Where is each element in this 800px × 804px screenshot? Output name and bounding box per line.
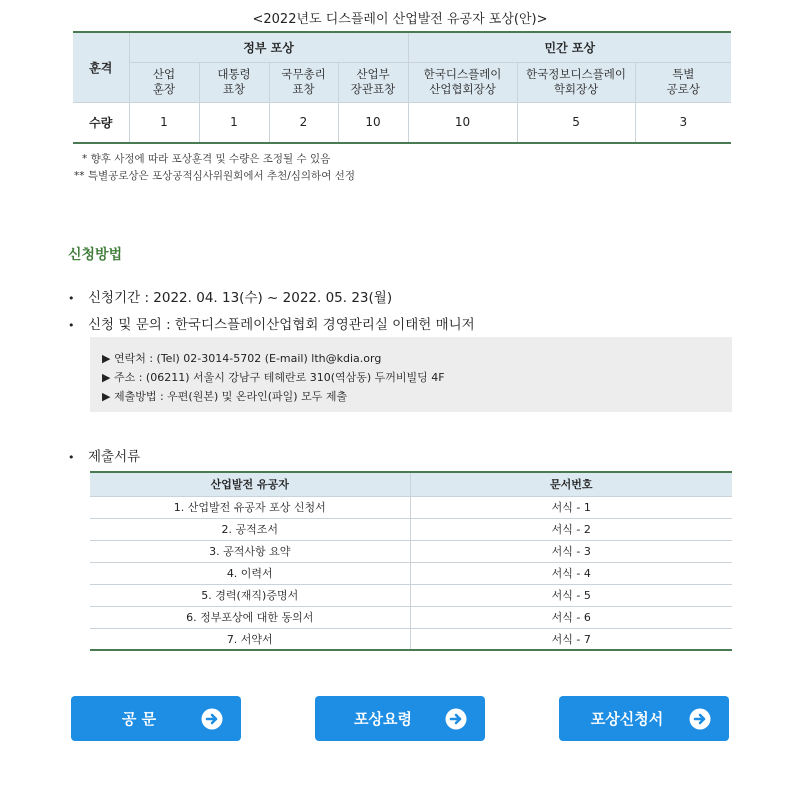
- bullet-documents: [68, 445, 140, 465]
- doc-number: 서식 - 7: [410, 628, 732, 650]
- footnote-1: * 향후 사정에 따라 포상훈격 및 수량은 조정될 수 있음: [82, 153, 331, 165]
- quantity-header: 수량: [73, 102, 129, 143]
- table-row: [90, 518, 732, 540]
- award-application-button[interactable]: [559, 696, 729, 741]
- bullet-text: 신청기간 : 2022. 04. 13(수) ~ 2022. 05. 23(월): [88, 290, 393, 306]
- award-col-2: 대통령 표창: [199, 62, 269, 102]
- bullet-dot-icon: •: [68, 319, 75, 332]
- doc-number: 서식 - 2: [410, 518, 732, 540]
- submission-method: ▶ 제출방법 : 우편(원본) 및 온라인(파일) 모두 제출: [102, 390, 348, 403]
- doc-name: 5. 경력(재직)증명서: [90, 584, 410, 606]
- award-col-5: 한국디스플레이 산업협회장상: [408, 62, 517, 102]
- contact-info-box: [90, 337, 732, 412]
- table-row: [90, 496, 732, 518]
- doc-name: 6. 정부포상에 대한 동의서: [90, 606, 410, 628]
- documents-table: [90, 471, 732, 651]
- doc-name: 4. 이력서: [90, 562, 410, 584]
- section-title: 신청방법: [68, 247, 123, 263]
- doc-number: 서식 - 3: [410, 540, 732, 562]
- award-col-4: 산업부 장관표창: [338, 62, 408, 102]
- table-row: [90, 584, 732, 606]
- footnotes: [74, 151, 355, 185]
- button-label: 포상신청서: [590, 710, 664, 728]
- quantity-cell: 3: [635, 102, 731, 143]
- quantity-cell: 10: [338, 102, 408, 143]
- docs-header-name: 산업발전 유공자: [90, 472, 410, 496]
- doc-number: 서식 - 6: [410, 606, 732, 628]
- official-letter-button[interactable]: [71, 696, 241, 741]
- awards-caption: <2022년도 디스플레이 산업발전 유공자 포상(안)>: [252, 12, 548, 27]
- private-award-group: 민간 포상: [408, 32, 731, 62]
- quantity-cell: 2: [269, 102, 338, 143]
- button-label: 공 문: [121, 710, 157, 728]
- doc-number: 서식 - 5: [410, 584, 732, 606]
- bullet-application-period: [68, 286, 392, 306]
- gov-award-group: 정부 포상: [129, 32, 408, 62]
- doc-name: 2. 공적조서: [90, 518, 410, 540]
- bullet-text: 제출서류: [88, 449, 141, 465]
- quantity-cell: 1: [129, 102, 199, 143]
- award-guidelines-button[interactable]: [315, 696, 485, 741]
- bullet-text: 신청 및 문의 : 한국디스플레이산업협회 경영관리실 이태헌 매니저: [88, 317, 475, 333]
- arrow-right-circle-icon: [201, 708, 223, 730]
- quantity-cell: 5: [517, 102, 635, 143]
- award-col-1: 산업 훈장: [129, 62, 199, 102]
- award-col-7: 특별 공로상: [635, 62, 731, 102]
- contact-address: ▶ 주소 : (06211) 서울시 강남구 테헤란로 310(역삼동) 두꺼비빌딩 4F: [102, 371, 445, 384]
- table-row: [90, 606, 732, 628]
- table-row: [90, 562, 732, 584]
- footnote-2: ** 특별공로상은 포상공적심사위원회에서 추천/심의하여 선정: [74, 170, 355, 182]
- doc-number: 서식 - 1: [410, 496, 732, 518]
- doc-name: 3. 공적사항 요약: [90, 540, 410, 562]
- doc-name: 1. 산업발전 유공자 포상 신청서: [90, 496, 410, 518]
- arrow-right-circle-icon: [689, 708, 711, 730]
- quantity-cell: 1: [199, 102, 269, 143]
- table-row: [90, 540, 732, 562]
- quantity-cell: 10: [408, 102, 517, 143]
- arrow-right-circle-icon: [445, 708, 467, 730]
- bullet-dot-icon: •: [68, 451, 75, 464]
- award-col-3: 국무총리 표창: [269, 62, 338, 102]
- awards-row-header: 훈격: [73, 32, 129, 102]
- table-row: [90, 628, 732, 650]
- award-col-6: 한국정보디스플레이 학회장상: [517, 62, 635, 102]
- awards-table: [73, 31, 731, 144]
- docs-header-number: 문서번호: [410, 472, 732, 496]
- bullet-contact: [68, 313, 475, 333]
- doc-name: 7. 서약서: [90, 628, 410, 650]
- bullet-dot-icon: •: [68, 292, 75, 305]
- button-label: 포상요령: [354, 710, 412, 728]
- doc-number: 서식 - 4: [410, 562, 732, 584]
- contact-phone-email: ▶ 연락처 : (Tel) 02-3014-5702 (E-mail) lth@kdia.org: [102, 352, 382, 365]
